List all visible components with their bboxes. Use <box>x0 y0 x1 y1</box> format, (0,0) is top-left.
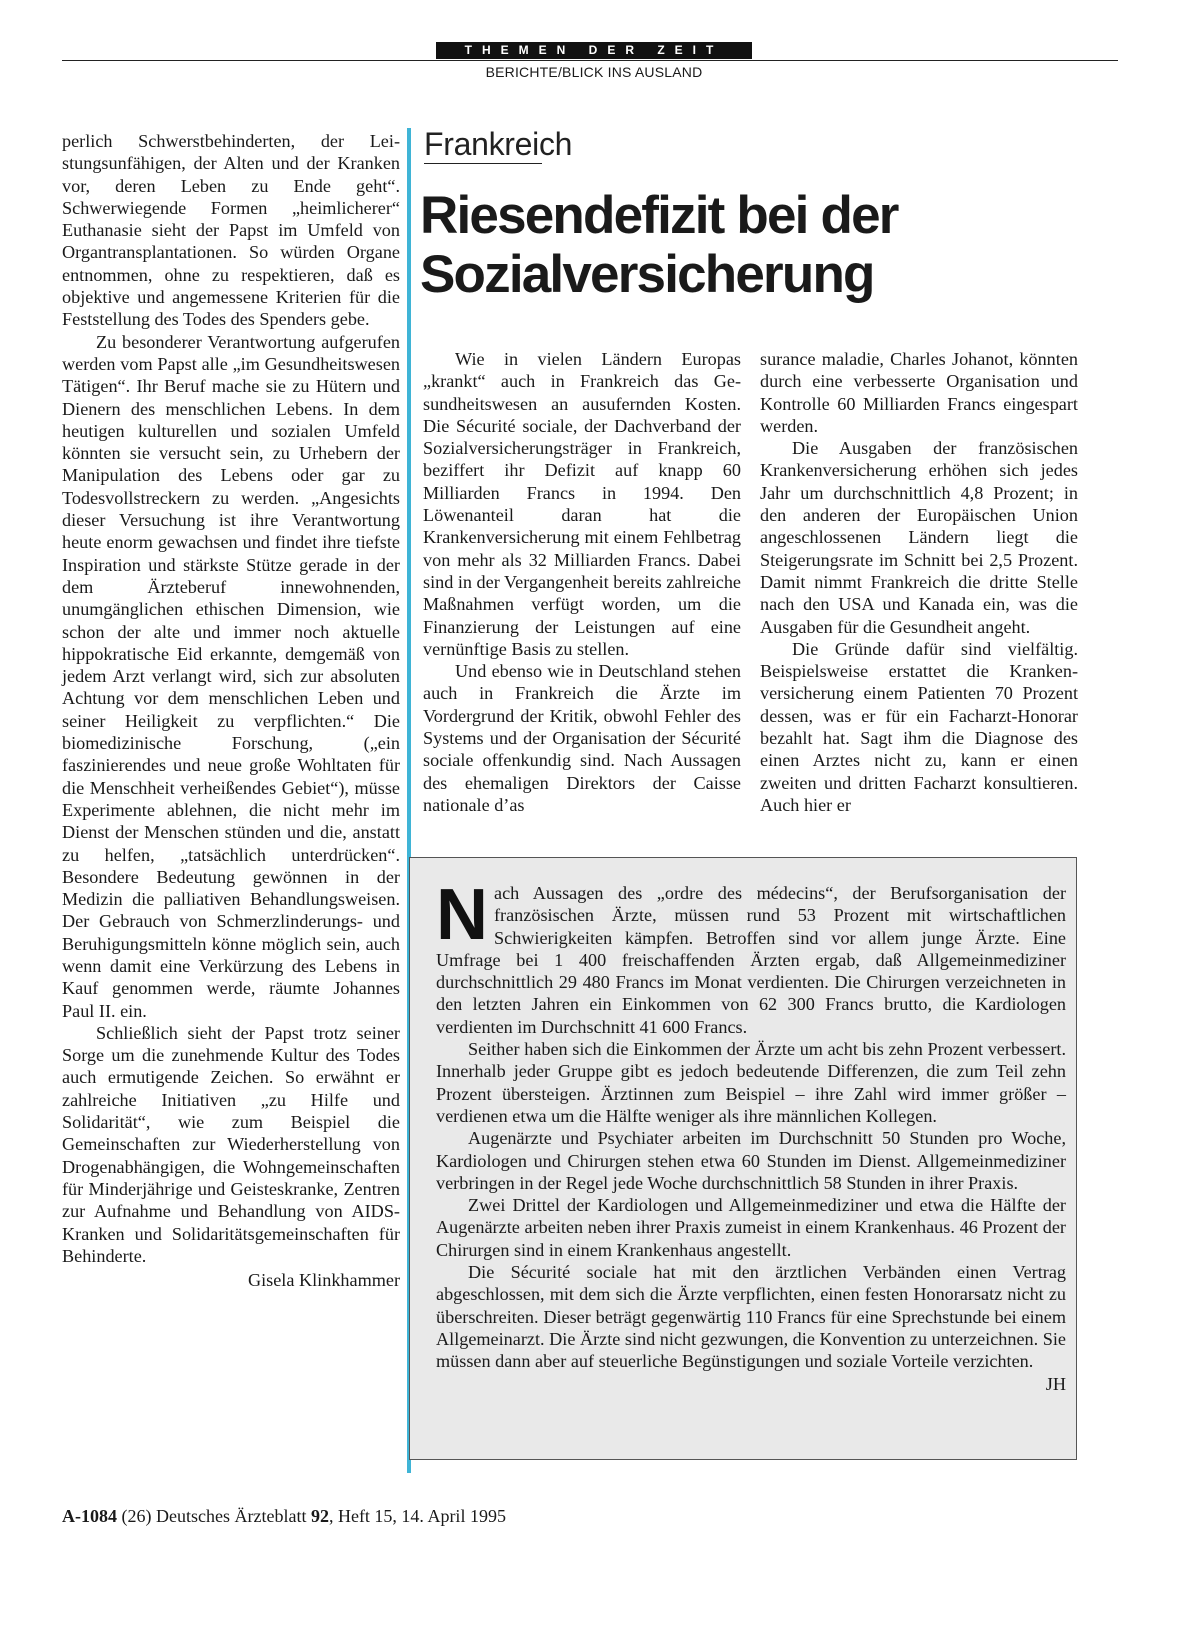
subsection-label: BERICHTE/BLICK INS AUSLAND <box>485 64 703 80</box>
right-paragraph: Die Gründe dafür sind vielfältig. Beispielsweise erstattet die Krankenversicherung einem Patienten 70 Prozent dessen, was er für ein Facharzt-Honorar bezahlt hat. Sagt ihm die Diagnose des einen Arztes nicht zu, kann er einen zweiten und dritten Facharzt konsultieren. Auch hier er <box>760 638 1078 815</box>
kicker-rule <box>424 163 542 164</box>
mid-paragraph: Und ebenso wie in Deutschland stehen auch in Frankreich die Ärzte im Vordergrund der Kritik, obwohl Fehler des Systems und der Organisation der Sécurité sociale offenkundig sind. Nach Aussagen des ehemaligen Direktors der Caisse nationale d’as <box>423 661 741 815</box>
left-column <box>62 130 400 1291</box>
left-paragraph: Schließlich sieht der Papst trotz seiner Sorge um die zunehmende Kultur des Todes auch ermutigende Zeichen. So erwähnt er zahlreiche Initiativen „zu Hilfe und Solidarität“, wie zum Beispiel die Gemeinschaften zur Wiederherstellung von Drogenabhängigen, die Wohngemeinschaften für Minderjährige und Geisteskranke, Zentren zur Aufnahme und Behandlung von AIDS-Kranken und Solidaritätsgemeinschaften für Behinderte. <box>62 1022 400 1266</box>
left-paragraph: perlich Schwerstbehinderten, der Leistungsunfähigen, der Alten und der Kranken vor, deren Leben zu Ende geht“. Schwerwiegende Formen „heimlicherer“ Euthanasie sieht der Papst im Umfeld von Organtransplantationen. So würden Organe entnommen, ohne zu respektieren, daß es objektive und angemessene Kriterien für die Feststellung des Todes des Spenders gebe. <box>62 131 400 330</box>
box-signoff: JH <box>1045 1373 1066 1394</box>
page-footer <box>62 1506 506 1527</box>
info-box <box>409 857 1077 1460</box>
author-name: Gisela Klinkhammer <box>247 1270 400 1291</box>
middle-column <box>423 348 741 816</box>
drop-cap: N <box>436 875 488 955</box>
box-paragraph: Seither haben sich die Einkommen der Ärzte um acht bis zehn Prozent verbessert. Innerhalb jeder Gruppe gibt es jedoch bedeutende Differenzen, die zum Teil zehn Prozent übersteigen. Ärztinnen zum Beispiel – ihre Zahl wird immer größer – verdienen etwa um die Hälfte weniger als ihre männlichen Kollegen. <box>436 1039 1066 1126</box>
box-last-text: Die Sécurité sociale hat mit den ärztlichen Verbänden einen Vertrag abgeschlossen, mit dem sich die Ärzte verpflichten, einen festen Honorarsatz nicht zu überschreiten. Dieser beträgt gegenwärtig 110 Francs für eine Sprechstunde bei einem Allgemeinarzt. Die Ärzte sind nicht gezwungen, die Konvention zu unterzeichnen. Sie müssen dann aber auf steuerliche Begünstigungen und soziale Vorteile verzichten. <box>436 1262 1066 1372</box>
article-kicker: Frankreich <box>424 126 573 162</box>
page-code: A-1084 <box>62 1506 117 1526</box>
header-rule <box>62 60 1118 61</box>
left-paragraph: Zu besonderer Verantwortung aufgerufen werden vom Papst alle „im Gesundheitswesen Tätigen“. Ihr Beruf mache sie zu Hütern und Dienern des menschlichen Lebens. In dem heutigen kulturellen und sozialen Umfeld könnten sie versucht sein, zu Urhebern der Manipulation des Lebens oder gar zu Todesvollstreckern zu werden. „Angesichts dieser Versuchung ist ihre Verantwortung heute enorm gewachsen und findet ihre tiefste Inspiration und stärkste Stütze gerade in der dem Ärzteberuf innewohnenden, unumgänglichen ethischen Dimension, wie schon der alte und immer noch aktuelle hippokratische Eid erkannte, demgemäß von jedem Arzt verlangt wird, sich zur absoluten Achtung vor dem menschlichen Leben und seiner Heiligkeit zu verpflichten.“ Die biomedizinische Forschung, („ein faszinierendes und neue große Wohltaten für die Menschheit verheißendes Gebiet“), müsse Experimente ablehnen, die nicht mehr im Dienst der Menschen stünden und die, anstatt zu helfen, „tatsächlich unterdrücken“. Besondere Bedeutung gewönnen in der Medizin die palliativen Behandlungsweisen. Der Gebrauch von Schmerzlinderungs- und Beruhigungsmitteln könne möglich sein, auch wenn damit eine Verkürzung des Lebens in Kauf genommen werde, räumte Johannes Paul II. ein. <box>62 331 400 1021</box>
journal-volume: 92 <box>310 1506 329 1526</box>
right-paragraph: Die Ausgaben der französischen Krankenversicherung erhöhen sich jedes Jahr um durchschnittlich 4,8 Prozent; in den anderen der Europäischen Union angeschlossenen Ländern liegt die Steigerungsrate im Schnitt bei 2,5 Prozent. Damit nimmt Frankreich die dritte Stelle nach den USA und Kanada ein, was die Ausgaben für die Gesundheit angeht. <box>760 438 1078 637</box>
issue-info: , Heft 15, 14. April 1995 <box>328 1506 506 1526</box>
box-paragraph <box>436 875 1066 1038</box>
box-paragraph <box>436 1261 1066 1394</box>
article-headline <box>420 186 1100 304</box>
box-paragraph: Augenärzte und Psychiater arbeiten im Durchschnitt 50 Stunden pro Woche, Kardiologen und Chirurgen stehen etwa 60 Stunden im Dienst. Allgemeinmediziner verbringen in der Regel jede Woche durchschnittlich 58 Stunden in ihrer Praxis. <box>436 1128 1066 1193</box>
page-number: (26) <box>121 1506 152 1526</box>
headline-line: Sozialversicherung <box>420 245 874 304</box>
journal-name: Deutsches Ärzteblatt <box>156 1506 307 1526</box>
section-band: THEMEN DER ZEIT <box>436 42 752 59</box>
box-paragraph: Zwei Drittel der Kardiologen und Allgemeinmediziner und etwa die Hälfte der Augenärzte arbeiten neben ihrer Praxis zumeist in einem Krankenhaus. 46 Prozent der Chirurgen sind in einem Krankenhaus angestellt. <box>436 1195 1066 1260</box>
headline-line: Riesendefizit bei der <box>420 186 898 245</box>
right-column <box>760 348 1078 816</box>
info-box-text <box>436 875 1066 1395</box>
box-first-text: ach Aussagen des „ordre des médecins“, der Berufsorganisation der französischen Ärzte, müssen rund 53 Prozent mit wirtschaftlichen Schwierigkeiten kämpfen. Betroffen sind vor allem junge Ärzte. Eine Umfrage bei 1 400 freischaffenden Ärzten ergab, daß Allgemeinmediziner durchschnittlich 29 480 Francs im Monat verdienten. Die Chirurgen verzeichneten in den letzten Jahren ein Einkommen von 62 300 Francs brutto, die Kardiologen verdienten im Durchschnitt 41 600 Francs. <box>436 883 1066 1037</box>
right-paragraph: surance maladie, Charles Johanot, könnten durch eine verbesserte Organisation und Kontrolle 60 Milliarden Francs eingespart werden. <box>760 349 1078 436</box>
mid-paragraph: Wie in vielen Ländern Europas „krankt“ auch in Frankreich das Gesundheitswesen an ausufernden Kosten. Die Sécurité sociale, der Dachverband der Sozialversicherungsträger in Frankreich, beziffert ihr Defizit auf knapp 60 Milliarden Francs in 1994. Den Löwenanteil daran hat die Krankenversicherung mit einem Fehlbetrag von mehr als 32 Milliarden Francs. Dabei sind in der Vergangenheit bereits zahlreiche Maßnahmen verfügt worden, um die Finanzierung der Leistungen auf eine vernünftige Basis zu stellen. <box>423 349 741 659</box>
